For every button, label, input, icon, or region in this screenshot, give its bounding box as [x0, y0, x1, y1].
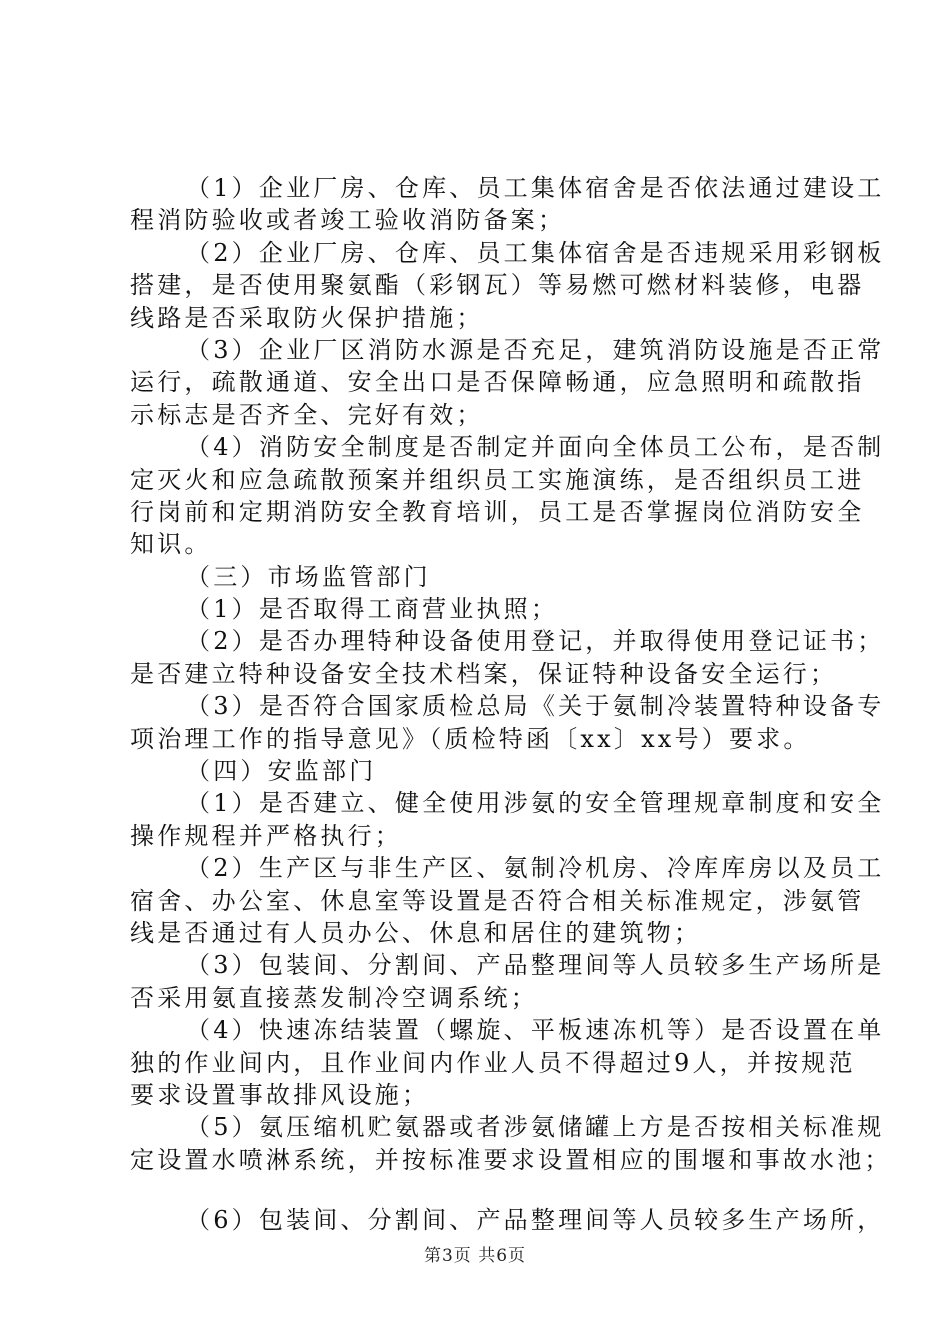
document-body: [130, 172, 892, 1237]
text-line: 搭建，是否使用聚氨酯（彩钢瓦）等易燃可燃材料装修，电器: [130, 271, 865, 300]
text-line: 知识。: [130, 530, 212, 559]
text-line: （3）企业厂区消防水源是否充足，建筑消防设施是否正常: [186, 335, 885, 364]
text-line: 项治理工作的指导意见》（质检特函〔xx〕xx号）要求。: [130, 724, 811, 753]
text-line: （6）包装间、分割间、产品整理间等人员较多生产场所，: [186, 1206, 885, 1235]
text-line: 要求设置事故排风设施；: [130, 1080, 430, 1109]
text-line: （1）企业厂房、仓库、员工集体宿舍是否依法通过建设工: [186, 174, 885, 202]
text-line: （4）消防安全制度是否制定并面向全体员工公布，是否制: [186, 433, 885, 462]
section-heading: （三）市场监管部门: [186, 562, 431, 591]
text-line: （4）快速冻结装置（螺旋、平板速冻机等）是否设置在单: [186, 1016, 885, 1045]
text-line: （2）生产区与非生产区、氨制冷机房、冷库库房以及员工: [186, 854, 885, 883]
text-line: （2）是否办理特种设备使用登记，并取得使用登记证书；: [186, 627, 885, 656]
text-line: （1）是否建立、健全使用涉氨的安全管理规章制度和安全: [186, 789, 885, 818]
text-line: 示标志是否齐全、完好有效；: [130, 400, 484, 429]
text-line: 宿舍、办公室、休息室等设置是否符合相关标准规定，涉氨管: [130, 886, 865, 915]
text-line: 运行，疏散通道、安全出口是否保障畅通，应急照明和疏散指: [130, 368, 865, 397]
paragraph-gap: [130, 1176, 835, 1204]
text-line: （2）企业厂房、仓库、员工集体宿舍是否违规采用彩钢板: [186, 238, 885, 267]
text-line: 程消防验收或者竣工验收消防备案；: [130, 206, 566, 235]
text-line: 定灭火和应急疏散预案并组织员工实施演练，是否组织员工进: [130, 465, 865, 494]
text-line: 否采用氨直接蒸发制冷空调系统；: [130, 983, 538, 1012]
page-number: 第3页 共6页: [423, 1246, 527, 1266]
text-line: （3）包装间、分割间、产品整理间等人员较多生产场所是: [186, 951, 885, 980]
text-line: 线路是否采取防火保护措施；: [130, 303, 484, 332]
text-line: （5）氨压缩机贮氨器或者涉氨储罐上方是否按相关标准规: [186, 1113, 885, 1142]
text-line: 定设置水喷淋系统，并按标准要求设置相应的围堰和事故水池；: [130, 1145, 892, 1174]
text-line: 独的作业间内，且作业间内作业人员不得超过9人，并按规范: [130, 1048, 856, 1077]
text-line: （3）是否符合国家质检总局《关于氨制冷装置特种设备专: [186, 692, 885, 721]
text-line: 线是否通过有人员办公、休息和居住的建筑物；: [130, 918, 702, 947]
text-line: 是否建立特种设备安全技术档案，保证特种设备安全运行；: [130, 659, 838, 688]
section-heading: （四）安监部门: [186, 757, 377, 786]
text-line: 操作规程并严格执行；: [130, 821, 402, 850]
text-line: 行岗前和定期消防安全教育培训，员工是否掌握岗位消防安全: [130, 497, 865, 526]
text-line: （1）是否取得工商营业执照；: [186, 595, 559, 624]
